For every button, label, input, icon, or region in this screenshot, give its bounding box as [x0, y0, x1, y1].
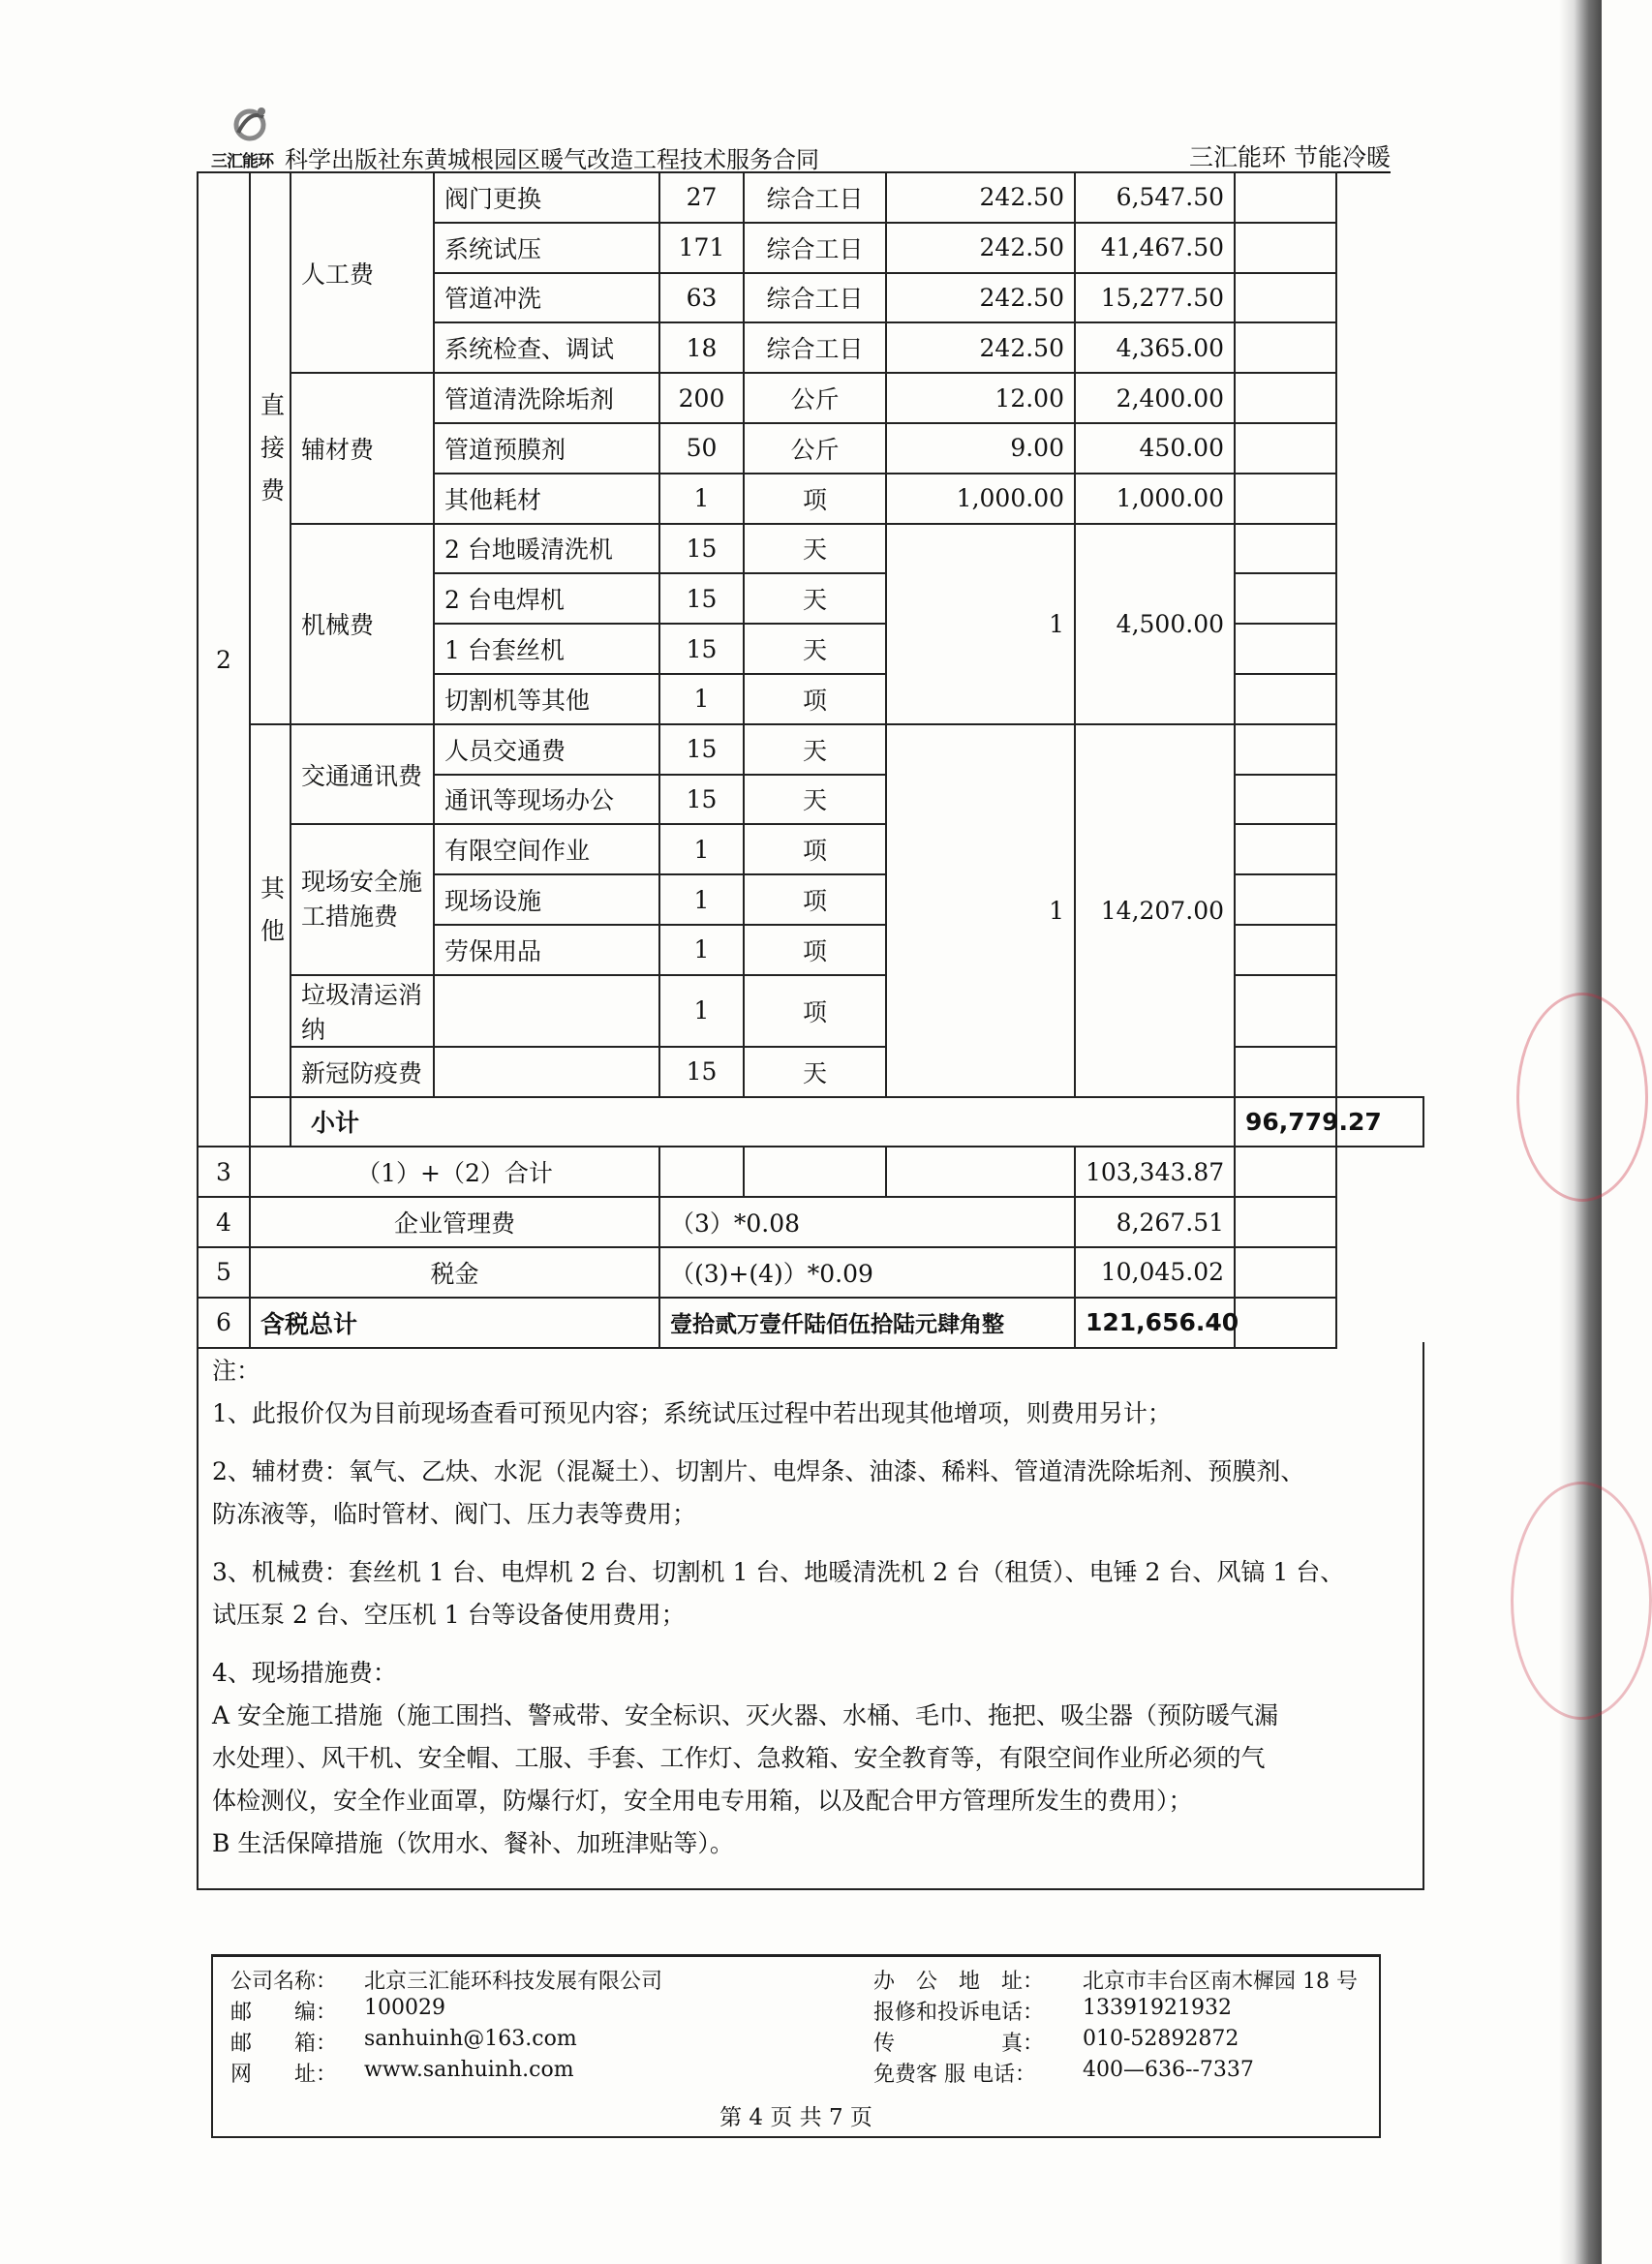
machinery-category: 机械费 — [291, 524, 434, 724]
note-line: 4、现场措施费： — [212, 1659, 397, 1687]
note-line: 2、辅材费：氧气、乙炔、水泥（混凝土）、切割片、电焊条、油漆、稀料、管道清洗除垢剂、预膜剂、 — [212, 1457, 1305, 1485]
item-amount: 6,547.50 — [1075, 172, 1235, 223]
item-price: 1,000.00 — [886, 474, 1075, 524]
row-number: 2 — [198, 172, 250, 1147]
blank-cell — [434, 1047, 659, 1097]
blank-cell — [1235, 775, 1336, 825]
document-title: 科学出版社东黄城根园区暖气改造工程技术服务合同 — [285, 146, 819, 173]
item-name: 通讯等现场办公 — [434, 775, 659, 825]
logo-swirl-icon — [229, 104, 271, 146]
row-number: 6 — [198, 1298, 250, 1348]
subtotal-label: 小计 — [291, 1097, 1235, 1147]
address: 北京市丰台区南木樨园 18 号 — [1083, 1970, 1358, 1994]
blank-cell — [659, 1147, 744, 1197]
fax: 010-52892872 — [1083, 2027, 1239, 2051]
table-row — [198, 373, 1423, 423]
blank-cell — [886, 1147, 1075, 1197]
item-name: 现场设施 — [434, 874, 659, 925]
note-line: 体检测仪，安全作业面罩，防爆行灯，安全用电专用箱，以及配合甲方管理所发生的费用）； — [212, 1787, 1193, 1815]
blank-cell — [1235, 172, 1336, 223]
postcode-label: 邮 编： — [230, 2001, 338, 2025]
table-row — [198, 824, 1423, 874]
item-name: 管道清洗除垢剂 — [434, 373, 659, 423]
blank-cell — [1235, 322, 1336, 373]
item-amount: 2,400.00 — [1075, 373, 1235, 423]
row-number: 3 — [198, 1147, 250, 1197]
summary-amount: 10,045.02 — [1075, 1247, 1235, 1298]
blank-cell — [1235, 674, 1336, 724]
summary-row — [198, 1247, 1423, 1298]
note-line: 1、此报价仅为目前现场查看可预见内容；系统试压过程中若出现其他增项，则费用另计； — [212, 1399, 1172, 1427]
blank-cell — [1235, 423, 1336, 474]
item-qty: 1 — [659, 975, 744, 1047]
service-phone-label: 免费客 服 电话： — [873, 2063, 1036, 2087]
item-unit: 天 — [744, 573, 886, 624]
item-unit: 综合工日 — [744, 172, 886, 223]
item-unit: 项 — [744, 674, 886, 724]
blank-cell — [1235, 1197, 1336, 1247]
item-unit: 项 — [744, 975, 886, 1047]
email: sanhuinh@163.com — [364, 2027, 577, 2051]
total-amount: 121,656.40 — [1075, 1298, 1235, 1348]
item-price: 9.00 — [886, 423, 1075, 474]
item-amount: 4,365.00 — [1075, 322, 1235, 373]
item-qty: 171 — [659, 223, 744, 273]
brand-slogan: 三汇能环 节能冷暖 — [1189, 143, 1391, 171]
item-unit: 综合工日 — [744, 223, 886, 273]
blank-cell — [1235, 1298, 1336, 1348]
item-unit: 项 — [744, 824, 886, 874]
materials-category: 辅材费 — [291, 373, 434, 523]
seal-stamp-mark — [1516, 993, 1648, 1202]
safety-category: 现场安全施工措施费 — [291, 824, 434, 974]
table-row — [198, 724, 1423, 775]
item-name: 阀门更换 — [434, 172, 659, 223]
blank-cell — [434, 975, 659, 1047]
blank-cell — [1235, 373, 1336, 423]
item-unit: 项 — [744, 874, 886, 925]
item-unit: 天 — [744, 724, 886, 775]
blank-cell — [1235, 824, 1336, 874]
item-qty: 1 — [659, 674, 744, 724]
fax-label: 传 真： — [873, 2032, 1045, 2056]
blank-cell — [1235, 1247, 1336, 1298]
item-qty: 18 — [659, 322, 744, 373]
item-unit: 综合工日 — [744, 273, 886, 323]
item-amount: 1,000.00 — [1075, 474, 1235, 524]
item-qty: 27 — [659, 172, 744, 223]
item-name: 其他耗材 — [434, 474, 659, 524]
blank-cell — [1235, 524, 1336, 574]
item-price: 242.50 — [886, 273, 1075, 323]
postcode: 100029 — [364, 1996, 445, 2020]
page-number: 第 4 页 共 7 页 — [719, 2105, 872, 2130]
table-row — [198, 975, 1423, 1047]
note-line: A 安全施工措施（施工围挡、警戒带、安全标识、灭火器、水桶、毛巾、拖把、吸尘器（预防暖气漏 — [212, 1701, 1279, 1729]
item-price: 1 — [886, 724, 1075, 1097]
item-name: 管道预膜剂 — [434, 423, 659, 474]
item-price: 242.50 — [886, 172, 1075, 223]
item-unit: 项 — [744, 925, 886, 975]
summary-formula: （(3)+(4)）*0.09 — [659, 1247, 1075, 1298]
subtotal-amount: 96,779.27 — [1235, 1097, 1336, 1147]
summary-amount: 103,343.87 — [1075, 1147, 1235, 1197]
quotation-table — [197, 171, 1424, 1349]
item-name: 有限空间作业 — [434, 824, 659, 874]
item-name: 人员交通费 — [434, 724, 659, 775]
seal-stamp-mark — [1511, 1482, 1652, 1720]
item-name: 劳保用品 — [434, 925, 659, 975]
notes-section — [197, 1342, 1424, 1890]
item-name: 系统试压 — [434, 223, 659, 273]
blank-cell — [1235, 975, 1336, 1047]
page-header — [211, 102, 1391, 171]
item-unit: 天 — [744, 624, 886, 674]
garbage-category: 垃圾清运消纳 — [291, 975, 434, 1047]
item-price: 242.50 — [886, 223, 1075, 273]
item-unit: 天 — [744, 775, 886, 825]
service-phone: 400—636--7337 — [1083, 2058, 1254, 2082]
note-line: 水处理）、风干机、安全帽、工服、手套、工作灯、急救箱、安全教育等，有限空间作业所必须的气 — [212, 1744, 1266, 1772]
item-qty: 15 — [659, 573, 744, 624]
item-unit: 综合工日 — [744, 322, 886, 373]
item-qty: 15 — [659, 724, 744, 775]
blank-cell — [1235, 474, 1336, 524]
item-price: 242.50 — [886, 322, 1075, 373]
item-unit: 公斤 — [744, 423, 886, 474]
note-line: 防冻液等，临时管材、阀门、压力表等费用； — [212, 1500, 697, 1528]
address-label: 办 公 地 址： — [873, 1970, 1045, 1994]
labor-category: 人工费 — [291, 172, 434, 373]
repair-phone-label: 报修和投诉电话： — [873, 2001, 1045, 2025]
summary-row — [198, 1197, 1423, 1247]
traffic-category: 交通通讯费 — [291, 724, 434, 825]
item-price: 12.00 — [886, 373, 1075, 423]
summary-label: 税金 — [250, 1247, 659, 1298]
item-qty: 1 — [659, 474, 744, 524]
company-name-label: 公司名称： — [230, 1970, 338, 1994]
blank-cell — [1235, 1147, 1336, 1197]
note-line: B 生活保障措施（饮用水、餐补、加班津贴等）。 — [212, 1829, 734, 1857]
item-amount: 14,207.00 — [1075, 724, 1235, 1097]
total-row — [198, 1298, 1423, 1348]
item-qty: 1 — [659, 925, 744, 975]
note-line: 试压泵 2 台、空压机 1 台等设备使用费用； — [212, 1601, 686, 1629]
notes-heading: 注： — [212, 1357, 261, 1385]
item-amount: 41,467.50 — [1075, 223, 1235, 273]
email-label: 邮 箱： — [230, 2032, 338, 2056]
direct-fee-label: 直 接 费 — [250, 172, 291, 724]
item-unit: 天 — [744, 524, 886, 574]
company-name: 北京三汇能环科技发展有限公司 — [364, 1970, 663, 1994]
blank-cell — [1235, 223, 1336, 273]
table-row — [198, 1047, 1423, 1097]
summary-row — [198, 1147, 1423, 1197]
item-unit: 项 — [744, 474, 886, 524]
website: www.sanhuinh.com — [364, 2058, 574, 2082]
blank-cell — [1235, 724, 1336, 775]
item-amount: 4,500.00 — [1075, 524, 1235, 724]
item-unit: 天 — [744, 1047, 886, 1097]
item-price: 1 — [886, 524, 1075, 724]
total-in-words: 壹拾贰万壹仟陆佰伍拾陆元肆角整 — [659, 1298, 1075, 1348]
item-qty: 1 — [659, 824, 744, 874]
blank-cell — [744, 1147, 886, 1197]
blank-cell — [1235, 624, 1336, 674]
website-label: 网 址： — [230, 2063, 338, 2087]
company-logo — [211, 102, 289, 169]
summary-label: （1）+（2）合计 — [250, 1147, 659, 1197]
note-line: 3、机械费：套丝机 1 台、电焊机 2 台、切割机 1 台、地暖清洗机 2 台（租赁）、电锤 2 台、风镐 1 台、 — [212, 1558, 1345, 1586]
item-qty: 15 — [659, 775, 744, 825]
item-name: 管道冲洗 — [434, 273, 659, 323]
blank-cell — [1235, 874, 1336, 925]
item-qty: 63 — [659, 273, 744, 323]
row-number: 5 — [198, 1247, 250, 1298]
other-fee-label: 其 他 — [250, 724, 291, 1097]
subtotal-row — [198, 1097, 1423, 1147]
summary-formula: （3）*0.08 — [659, 1197, 1075, 1247]
item-name: 2 台地暖清洗机 — [434, 524, 659, 574]
item-name: 系统检查、调试 — [434, 322, 659, 373]
item-qty: 200 — [659, 373, 744, 423]
logo-text: 三汇能环 — [211, 152, 273, 171]
item-name: 切割机等其他 — [434, 674, 659, 724]
summary-amount: 8,267.51 — [1075, 1197, 1235, 1247]
item-qty: 1 — [659, 874, 744, 925]
table-row — [198, 172, 1423, 223]
item-name: 1 台套丝机 — [434, 624, 659, 674]
blank-cell — [1235, 925, 1336, 975]
summary-label: 企业管理费 — [250, 1197, 659, 1247]
table-row — [198, 524, 1423, 574]
blank-cell — [1235, 1047, 1336, 1097]
item-qty: 15 — [659, 624, 744, 674]
blank-cell — [1235, 273, 1336, 323]
item-unit: 公斤 — [744, 373, 886, 423]
item-qty: 15 — [659, 1047, 744, 1097]
covid-category: 新冠防疫费 — [291, 1047, 434, 1097]
row-number: 4 — [198, 1197, 250, 1247]
item-name: 2 台电焊机 — [434, 573, 659, 624]
company-footer — [211, 1954, 1381, 2138]
blank-cell — [1235, 573, 1336, 624]
total-label: 含税总计 — [250, 1298, 659, 1348]
item-qty: 50 — [659, 423, 744, 474]
item-amount: 15,277.50 — [1075, 273, 1235, 323]
item-amount: 450.00 — [1075, 423, 1235, 474]
item-qty: 15 — [659, 524, 744, 574]
repair-phone: 13391921932 — [1083, 1996, 1232, 2020]
